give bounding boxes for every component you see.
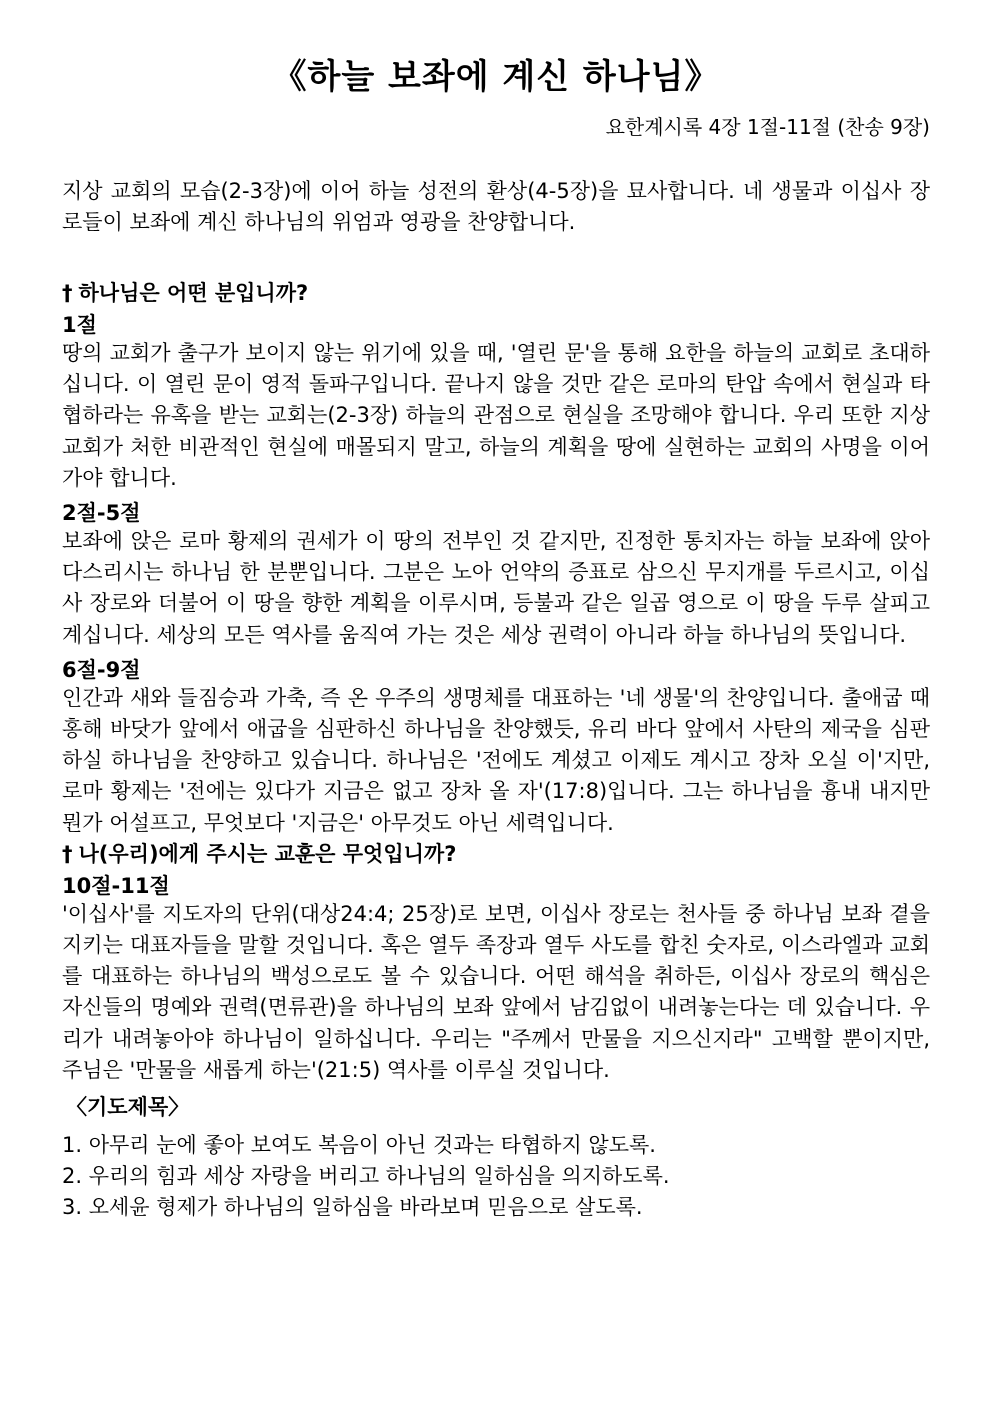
verse-label-1: 1절: [62, 313, 97, 337]
scripture-reference: 요한계시록 4장 1절-11절 (찬송 9장): [605, 115, 930, 139]
verse-label-2-5: 2절-5절: [62, 501, 141, 526]
prayer-list: [62, 1130, 930, 1223]
prayer-item: 2. 우리의 힘과 세상 자랑을 버리고 하나님의 일하심을 의지하도록.: [62, 1164, 670, 1189]
question-text-1: 하나님은 어떤 분입니까?: [78, 281, 309, 305]
cross-icon: †: [62, 281, 73, 305]
question-text-2: 나(우리)에게 주시는 교훈은 무엇입니까?: [78, 841, 457, 866]
cross-icon: †: [62, 841, 73, 866]
verse-label-10-11: 10절-11절: [62, 873, 170, 898]
verse-label-6-9: 6절-9절: [62, 657, 141, 682]
document-page: [62, 0, 930, 1223]
verse-paragraph-6-9: 인간과 새와 들짐승과 가축, 즉 온 우주의 생명체를 대표하는 '네 생물'의 찬양입니다. 출애굽 때 홍해 바닷가 앞에서 애굽을 심판하신 하나님을 찬양했듯, 유리 바다 앞에서 사탄의 제국을 심판하실 하나님을 찬양하고 있습니다. 하나님은 '전에도 계셨고 이제도 계시고 장차 오실 이'지만, 로마 황제는 '전에는 있다가 지금은 없고 장차 올 자'(17:8)입니다. 그는 하나님을 흉내 내지만 뭔가 어설프고, 무엇보다 '지금은' 아무것도 아닌 세력입니다.: [62, 685, 930, 835]
prayer-title: 〈기도제목〉: [66, 1095, 190, 1120]
prayer-item: 3. 오세윤 형제가 하나님의 일하심을 바라보며 믿음으로 살도록.: [62, 1195, 643, 1220]
prayer-item: 1. 아무리 눈에 좋아 보여도 복음이 아닌 것과는 타협하지 않도록.: [62, 1133, 656, 1158]
question-heading-2: [62, 839, 930, 869]
intro-paragraph: 지상 교회의 모습(2-3장)에 이어 하늘 성전의 환상(4-5장)을 묘사합니다. 네 생물과 이십사 장로들이 보좌에 계신 하나님의 위엄과 영광을 찬양합니다.: [62, 179, 930, 234]
verse-paragraph-10-11: '이십사'를 지도자의 단위(대상24:4; 25장)로 보면, 이십사 장로는 천사들 중 하나님 보좌 곁을 지키는 대표자들을 말할 것입니다. 혹은 열두 족장과 열두 사도를 합친 숫자로, 이스라엘과 교회를 대표하는 하나님의 백성으로도 볼 수 있습니다. 어떤 해석을 취하든, 이십사 장로의 핵심은 자신들의 명예와 권력(면류관)을 하나님의 보좌 앞에서 남김없이 내려놓는다는 데 있습니다. 우리가 내려놓아야 하나님이 일하십니다. 우리는 "주께서 만물을 지으신지라" 고백할 뿐이지만, 주님은 '만물을 새롭게 하는'(21:5) 역사를 이루실 것입니다.: [62, 901, 930, 1082]
document-title: 《하늘 보좌에 계신 하나님》: [272, 57, 720, 97]
verse-paragraph-1: 땅의 교회가 출구가 보이지 않는 위기에 있을 때, '열린 문'을 통해 요한을 하늘의 교회로 초대하십니다. 이 열린 문이 영적 돌파구입니다. 끝나지 않을 것만 같은 로마의 탄압 속에서 현실과 타협하라는 유혹을 받는 교회는(2-3장) 하늘의 관점으로 현실을 조망해야 합니다. 우리 또한 지상 교회가 처한 비관적인 현실에 매몰되지 말고, 하늘의 계획을 땅에 실현하는 교회의 사명을 이어 가야 합니다.: [62, 341, 930, 490]
question-heading-1: [62, 278, 930, 308]
verse-paragraph-2-5: 보좌에 앉은 로마 황제의 권세가 이 땅의 전부인 것 같지만, 진정한 통치자는 하늘 보좌에 앉아 다스리시는 하나님 한 분뿐입니다. 그분은 노아 언약의 증표로 삼으신 무지개를 두르시고, 이십사 장로와 더불어 이 땅을 향한 계획을 이루시며, 등불과 같은 일곱 영으로 이 땅을 두루 살피고 계십니다. 세상의 모든 역사를 움직여 가는 것은 세상 권력이 아니라 하늘 하나님의 뜻입니다.: [62, 529, 930, 647]
